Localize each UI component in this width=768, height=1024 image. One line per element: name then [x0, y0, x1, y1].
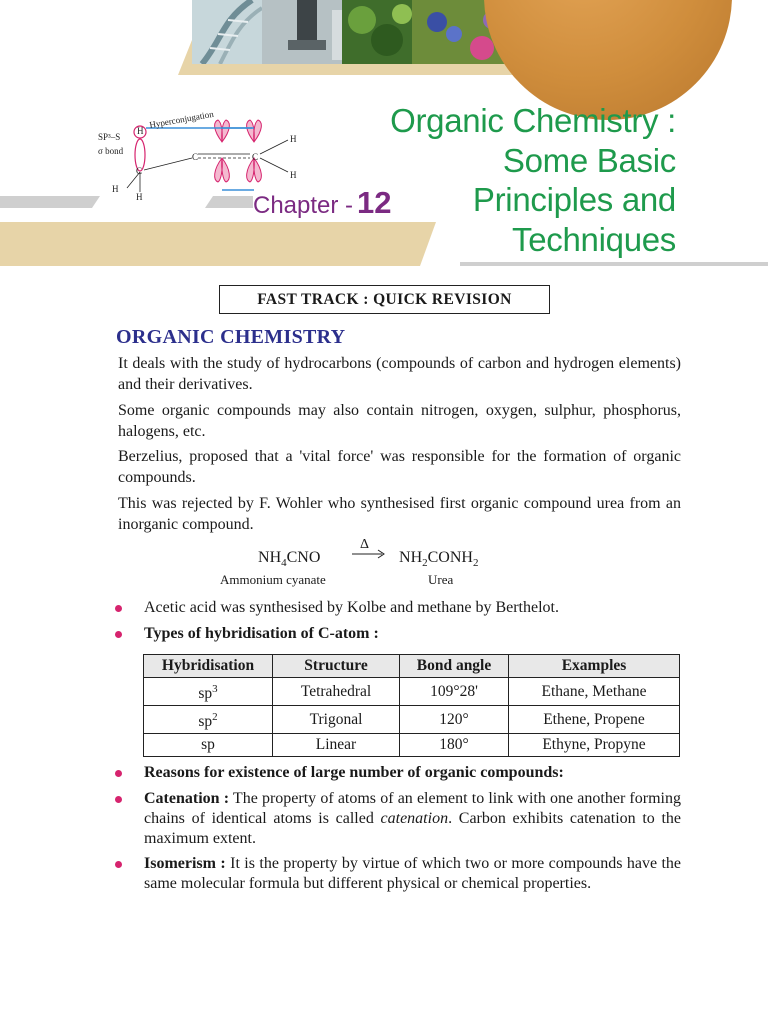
- bullet-text: [144, 854, 681, 894]
- table-cell: Linear: [273, 734, 400, 757]
- bullet-item: [118, 763, 681, 783]
- bullet-dot-icon: [115, 631, 122, 638]
- table-header-cell: Structure: [273, 655, 400, 678]
- hybrid-formula: $sp^2$: [198, 711, 218, 731]
- header-gray-stripe: [460, 262, 768, 266]
- atom-h1-label: H: [112, 184, 119, 194]
- isomerism-term: Isomerism :: [144, 855, 226, 872]
- chapter-title-line: Organic Chemistry :: [390, 102, 676, 139]
- chapter-title: [356, 101, 676, 259]
- table-row: [144, 734, 680, 757]
- bullet-item: [118, 624, 681, 644]
- equation-product: [399, 549, 478, 569]
- table-row: [144, 678, 680, 706]
- catenation-term: Catenation :: [144, 790, 230, 807]
- table-header-cell: Hybridisation: [144, 655, 273, 678]
- table-header-cell: Bond angle: [400, 655, 509, 678]
- bullet-dot-icon: [115, 861, 122, 868]
- catenation-italic: catenation: [380, 810, 449, 827]
- table-cell: Tetrahedral: [273, 678, 400, 706]
- table-cell: [144, 678, 273, 706]
- bullet-dot-icon: [115, 770, 122, 777]
- table-header-cell: Examples: [509, 655, 680, 678]
- table-cell: 180°: [400, 734, 509, 757]
- reaction-arrow-icon: [352, 548, 386, 560]
- bullet-item: [118, 598, 681, 618]
- paragraph: This was rejected by F. Wohler who synthesised first organic compound urea from an inorganic compound.: [118, 495, 681, 533]
- bullet-text: [144, 789, 681, 849]
- bullet-text: Acetic acid was synthesised by Kolbe and methane by Berthelot.: [144, 599, 559, 616]
- isomerism-text: It is the property by virtue of which two or more compounds have the same molecular formula but different physical or chemical properties.: [144, 855, 682, 892]
- header-photo-collage: [192, 0, 508, 64]
- sp3-s-label: SP³–S: [98, 132, 121, 142]
- bullet-dot-icon: [115, 605, 122, 612]
- chapter-title-line: Principles and: [472, 181, 676, 218]
- table-header-row: [144, 655, 680, 678]
- product-caption: Urea: [428, 572, 454, 587]
- bullet-item: [118, 854, 681, 894]
- chapter-title-line: Some Basic: [502, 141, 676, 179]
- section-heading: ORGANIC CHEMISTRY: [116, 326, 346, 348]
- sigma-bond-label: σ bond: [98, 146, 124, 156]
- bullet-dot-icon: [115, 796, 122, 803]
- table-row: [144, 706, 680, 734]
- atom-c1-label: C: [136, 166, 143, 176]
- equation-heat-symbol: Δ: [360, 537, 370, 552]
- catenation-text-end: . Carbon exhibits catenation to the maximum extent.: [144, 810, 682, 847]
- catenation-text: The property of atoms of an element to link with one another forming chains of identical atoms is called: [144, 790, 681, 827]
- fast-track-box: FAST TRACK : QUICK REVISION: [219, 285, 550, 314]
- atom-c2-label: C: [192, 152, 199, 162]
- hybrid-formula: $sp^3$: [198, 683, 218, 703]
- table-cell: 120°: [400, 706, 509, 734]
- chapter-label-text: Chapter -: [253, 192, 354, 219]
- reactant-formula: $NH_4CNO$: [258, 549, 321, 570]
- paragraph: Some organic compounds may also contain nitrogen, oxygen, sulphur, phosphorus, halogens, etc.: [118, 402, 681, 440]
- bullet-text: Reasons for existence of large number of organic compounds:: [144, 764, 564, 781]
- atom-h3-label: H: [290, 134, 297, 144]
- bullet-item: [118, 789, 681, 849]
- atom-c3-label: C: [252, 152, 259, 162]
- hybridisation-table: [143, 654, 680, 757]
- header-gray-stripe: [0, 196, 100, 208]
- table-cell: Trigonal: [273, 706, 400, 734]
- atom-h-orbital-label: H: [137, 126, 144, 136]
- table-cell: Ethane, Methane: [509, 678, 680, 706]
- equation-reactant: [258, 549, 320, 569]
- product-formula: $NH_2CONH_2$: [399, 549, 479, 570]
- chapter-title-line: Techniques: [512, 220, 676, 258]
- chapter-number: 12: [357, 185, 392, 220]
- reactant-caption: Ammonium cyanate: [220, 572, 326, 587]
- table-cell: sp: [144, 734, 273, 757]
- paragraph: Berzelius, proposed that a 'vital force' was responsible for the formation of organic compounds.: [118, 448, 681, 486]
- paragraph: It deals with the study of hydrocarbons (compounds of carbon and hydrogen elements) and their derivatives.: [118, 355, 681, 393]
- bullet-text: Types of hybridisation of C-atom :: [144, 625, 379, 642]
- hyperconjugation-label: Hyperconjugation: [148, 108, 215, 130]
- atom-h2-label: H: [136, 192, 143, 200]
- table-cell: Ethene, Propene: [509, 706, 680, 734]
- atom-h4-label: H: [290, 170, 297, 180]
- table-cell: [144, 706, 273, 734]
- table-cell: Ethyne, Propyne: [509, 734, 680, 757]
- table-cell: 109°28': [400, 678, 509, 706]
